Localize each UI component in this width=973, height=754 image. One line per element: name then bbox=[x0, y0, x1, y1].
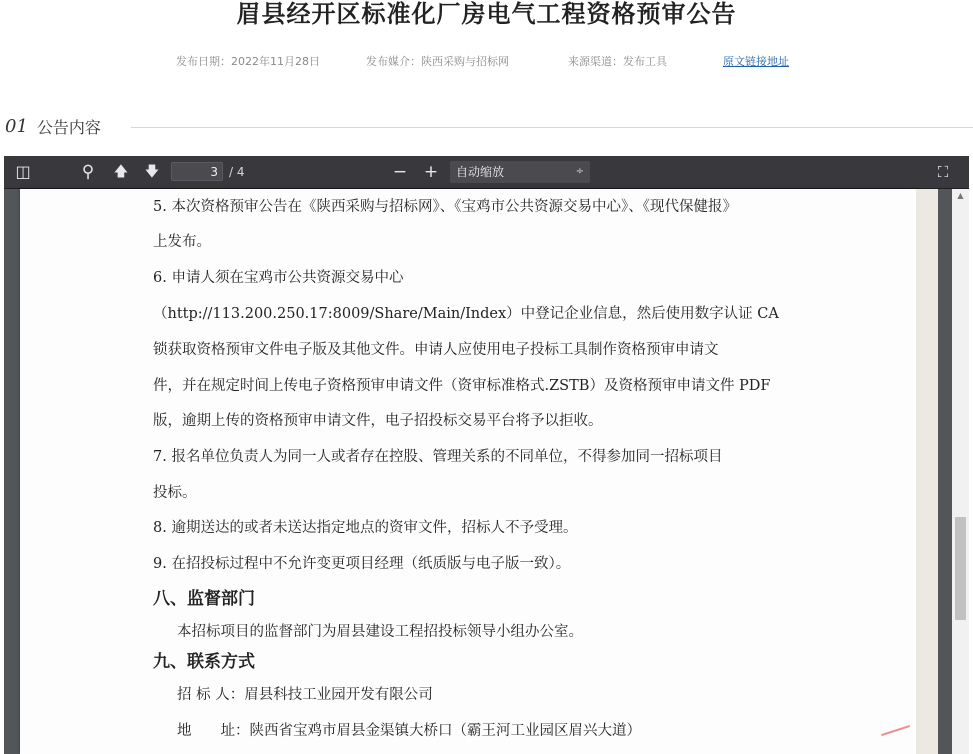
text-line: 5. 本次资格预审公告在《陕西采购与招标网》、《宝鸡市公共资源交易中心》、《现代保健报》 bbox=[153, 199, 737, 215]
page-count: / 4 bbox=[229, 165, 245, 179]
text-line: 上发布。 bbox=[153, 234, 211, 250]
section-heading-contact: 九、联系方式 bbox=[153, 652, 255, 672]
previous-page-icon[interactable]: 🡅 bbox=[113, 164, 129, 180]
tenderer-line: 招 标 人：眉县科技工业园开发有限公司 bbox=[177, 687, 433, 703]
text-line: 版，逾期上传的资格预审申请文件，电子招投标交易平台将予以拒收。 bbox=[153, 413, 603, 429]
search-icon[interactable]: ⚲ bbox=[81, 162, 95, 182]
address-line: 地 址：陕西省宝鸡市眉县金渠镇大桥口（霸王河工业园区眉兴大道） bbox=[177, 723, 641, 739]
fullscreen-icon[interactable]: ⛶ bbox=[937, 163, 949, 181]
sidebar-toggle-icon[interactable]: ◫ bbox=[15, 162, 31, 181]
original-link[interactable]: 原文链接地址 bbox=[723, 55, 789, 68]
pdf-toolbar bbox=[4, 156, 969, 189]
text-line: 投标。 bbox=[153, 485, 197, 501]
section-number: 01 bbox=[5, 115, 28, 137]
page-title: 眉县经开区标准化厂房电气工程资格预审公告 bbox=[236, 0, 737, 28]
text-line: 锁获取资格预审文件电子版及其他文件。申请人应使用电子投标工具制作资格预审申请文 bbox=[153, 342, 719, 358]
document-page bbox=[20, 189, 918, 754]
section-divider bbox=[131, 127, 973, 128]
text-line: （http://113.200.250.17:8009/Share/Main/Index）中登记企业信息，然后使用数字认证 CA bbox=[153, 306, 779, 322]
section-header bbox=[5, 114, 101, 138]
section-label: 公告内容 bbox=[36, 117, 101, 137]
text-line: 7. 报名单位负责人为同一人或者存在控股、管理关系的不同单位，不得参加同一招标项目 bbox=[153, 449, 723, 465]
vertical-scrollbar[interactable] bbox=[952, 189, 969, 754]
publish-date: 发布日期：2022年11月28日 bbox=[176, 55, 320, 68]
text-line: 本招标项目的监督部门为眉县建设工程招投标领导小组办公室。 bbox=[177, 624, 583, 640]
section-heading-supervision: 八、监督部门 bbox=[153, 589, 255, 609]
scroll-up-icon[interactable]: ▲ bbox=[957, 191, 964, 200]
zoom-value: 自动缩放 bbox=[456, 165, 505, 179]
zoom-select[interactable] bbox=[450, 161, 590, 183]
text-line: 6. 申请人须在宝鸡市公共资源交易中心 bbox=[153, 270, 404, 286]
page-edge bbox=[916, 189, 938, 754]
text-line: 8. 逾期送达的或者未送达指定地点的资审文件，招标人不予受理。 bbox=[153, 520, 578, 536]
chevron-down-icon: ÷ bbox=[575, 166, 584, 177]
zoom-in-button[interactable]: + bbox=[423, 162, 439, 182]
page-number-input[interactable]: 3 bbox=[171, 162, 223, 181]
zoom-out-button[interactable]: − bbox=[392, 162, 408, 182]
publish-media: 发布媒介：陕西采购与招标网 bbox=[366, 55, 509, 68]
pdf-viewer bbox=[4, 156, 969, 754]
next-page-icon[interactable]: 🡇 bbox=[144, 164, 160, 180]
document-area bbox=[4, 189, 969, 754]
source-channel: 来源渠道：发布工具 bbox=[568, 55, 667, 68]
text-line: 件，并在规定时间上传电子资格预审申请文件（资审标准格式.ZSTB）及资格预审申请文件 PDF bbox=[153, 378, 771, 394]
scroll-thumb[interactable] bbox=[955, 517, 966, 620]
text-line: 9. 在招投标过程中不允许变更项目经理（纸质版与电子版一致）。 bbox=[153, 556, 571, 572]
